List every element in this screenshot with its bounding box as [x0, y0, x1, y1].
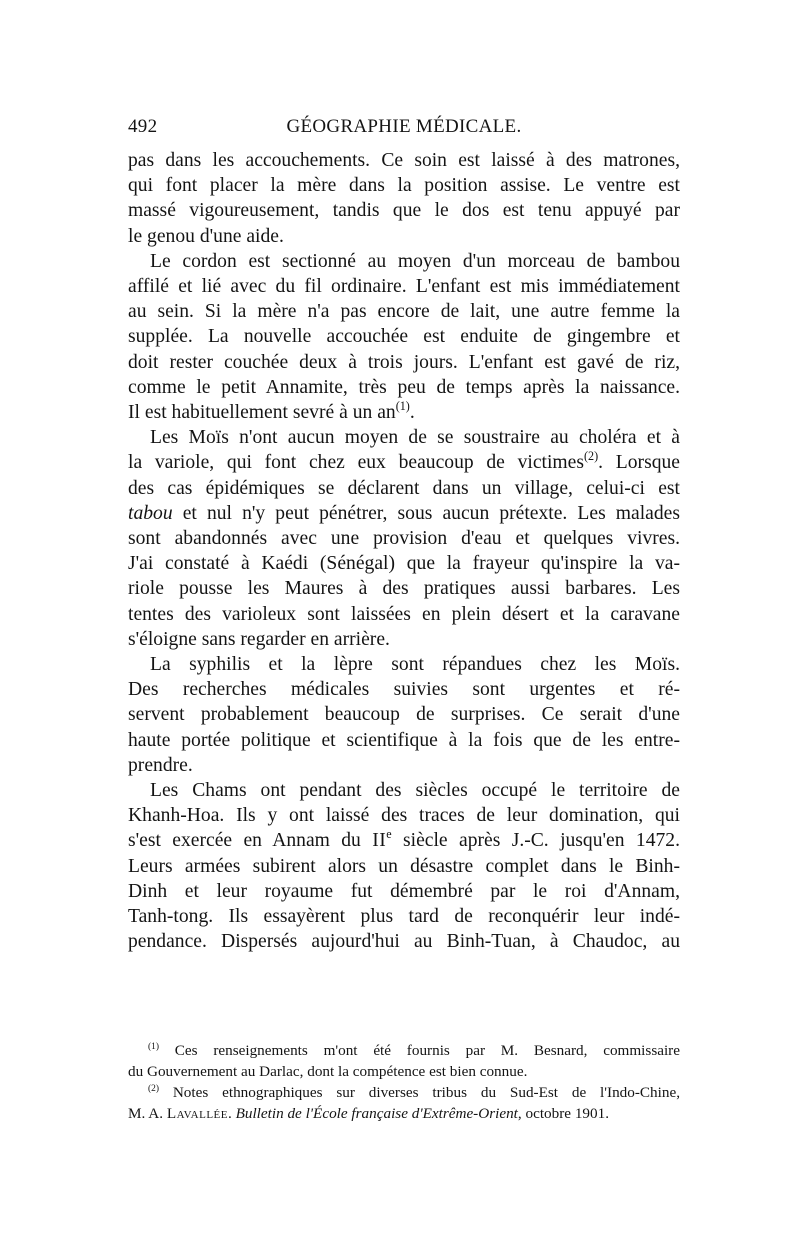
century-numeral: II — [372, 830, 387, 852]
text-line — [128, 828, 680, 853]
text-line: qui font placer la mère dans la position assise. Le ventre est — [128, 175, 680, 197]
line-text: , octobre 1901. — [517, 1105, 610, 1122]
page-number: 492 — [128, 116, 158, 137]
text-line: du Gouvernement au Darlac, dont la compétence est bien connue. — [128, 1063, 528, 1080]
text-line: servent probablement beaucoup de surprises. Ce serait d'une — [128, 704, 680, 726]
text-line: La syphilis et la lèpre sont répandues chez les Moïs. — [150, 654, 680, 676]
running-title: GÉOGRAPHIE MÉDICALE. — [286, 116, 522, 137]
text-line: Leurs armées subirent alors un désastre complet dans le Binh- — [128, 855, 680, 877]
text-line: riole pousse les Maures à des pratiques aussi barbares. Les — [128, 578, 680, 600]
text-line — [128, 1103, 680, 1124]
journal-title: Bulletin de l'École française d'Extrême-Orient — [235, 1105, 518, 1122]
line-text: . — [409, 402, 415, 424]
footnote-2 — [128, 1082, 680, 1124]
page-header — [128, 116, 680, 146]
footnote-1 — [128, 1040, 680, 1082]
text-line: massé vigoureusement, tandis que le dos est tenu appuyé par — [128, 200, 680, 222]
text-line — [128, 501, 680, 526]
text-line — [128, 1082, 680, 1103]
text-line: J'ai constaté à Kaédi (Sénégal) que la frayeur qu'inspire la va- — [128, 553, 680, 575]
author-name: Lavallée — [166, 1105, 228, 1122]
text-line: affilé et lié avec du fil ordinaire. L'enfant est mis immédiatement — [128, 276, 680, 298]
text-line: doit rester couchée deux à trois jours. L'enfant est gavé de riz, — [128, 351, 680, 373]
line-text: Notes ethnographiques sur diverses tribus du Sud-Est de l'Indo-Chine, — [158, 1084, 680, 1101]
footnotes — [128, 1040, 680, 1124]
line-text: siècle après J.-C. jusqu'en 1472. — [391, 830, 680, 852]
text-line: Des recherches médicales suivies sont urgentes et ré- — [128, 679, 680, 701]
line-text: . — [227, 1105, 236, 1122]
paragraph-1 — [128, 148, 680, 249]
line-text: s'est exercée en Annam du — [128, 830, 373, 852]
line-text: Il est habituellement sevré à un an — [128, 402, 396, 424]
text-line: pendance. Dispersés aujourd'hui au Binh-Tuan, à Chaudoc, au — [128, 931, 680, 953]
text-line: s'éloigne sans regarder en arrière. — [128, 628, 390, 650]
text-line: tentes des varioleux sont laissées en plein désert et la caravane — [128, 603, 680, 625]
text-line: Dinh et leur royaume fut démembré par le roi d'Annam, — [128, 880, 680, 902]
text-line: Les Chams ont pendant des siècles occupé le territoire de — [150, 780, 680, 802]
italic-term: tabou — [128, 502, 173, 524]
text-line: haute portée politique et scientifique à la fois que de les entre- — [128, 729, 680, 751]
text-line: prendre. — [128, 754, 193, 776]
footnote-marker: (1) — [148, 1041, 159, 1052]
paragraph-4 — [128, 652, 680, 778]
line-text: . Lorsque — [598, 452, 680, 474]
line-text: M. A. — [128, 1105, 167, 1122]
text-line: comme le petit Annamite, très peu de temps après la naissance. — [128, 376, 680, 398]
paragraph-5 — [128, 778, 680, 954]
line-text: la variole, qui font chez eux beaucoup de victimes — [128, 452, 584, 474]
text-line — [128, 450, 680, 475]
text-line: le genou d'une aide. — [128, 225, 284, 247]
text-line: des cas épidémiques se déclarent dans un village, celui-ci est — [128, 477, 680, 499]
line-text: et nul n'y peut pénétrer, sous aucun prétexte. Les malades — [172, 502, 680, 524]
text-line: Khanh-Hoa. Ils y ont laissé des traces de leur domination, qui — [128, 805, 680, 827]
footnote-ref-1[interactable]: (1) — [395, 399, 410, 414]
paragraph-3 — [128, 425, 680, 652]
text-line — [128, 1040, 680, 1061]
line-text: Ces renseignements m'ont été fournis par M. Besnard, commissaire — [158, 1042, 680, 1059]
text-line: pas dans les accouchements. Ce soin est laissé à des matrones, — [128, 150, 680, 171]
footnote-marker: (2) — [148, 1083, 159, 1094]
text-line: sont abandonnés avec une provision d'eau et quelques vivres. — [128, 528, 680, 550]
footnote-ref-2[interactable]: (2) — [584, 449, 599, 464]
body-text — [128, 148, 680, 955]
text-line — [128, 400, 680, 425]
text-line: Les Moïs n'ont aucun moyen de se soustraire au choléra et à — [150, 427, 680, 449]
text-line: Le cordon est sectionné au moyen d'un morceau de bambou — [150, 250, 680, 272]
text-line: au sein. Si la mère n'a pas encore de lait, une autre femme la — [128, 301, 680, 323]
paragraph-2 — [128, 249, 680, 425]
text-line: supplée. La nouvelle accouchée est enduite de gingembre et — [128, 326, 680, 348]
superscript: e — [386, 827, 392, 842]
text-line: Tanh-tong. Ils essayèrent plus tard de reconquérir leur indé- — [128, 906, 680, 928]
